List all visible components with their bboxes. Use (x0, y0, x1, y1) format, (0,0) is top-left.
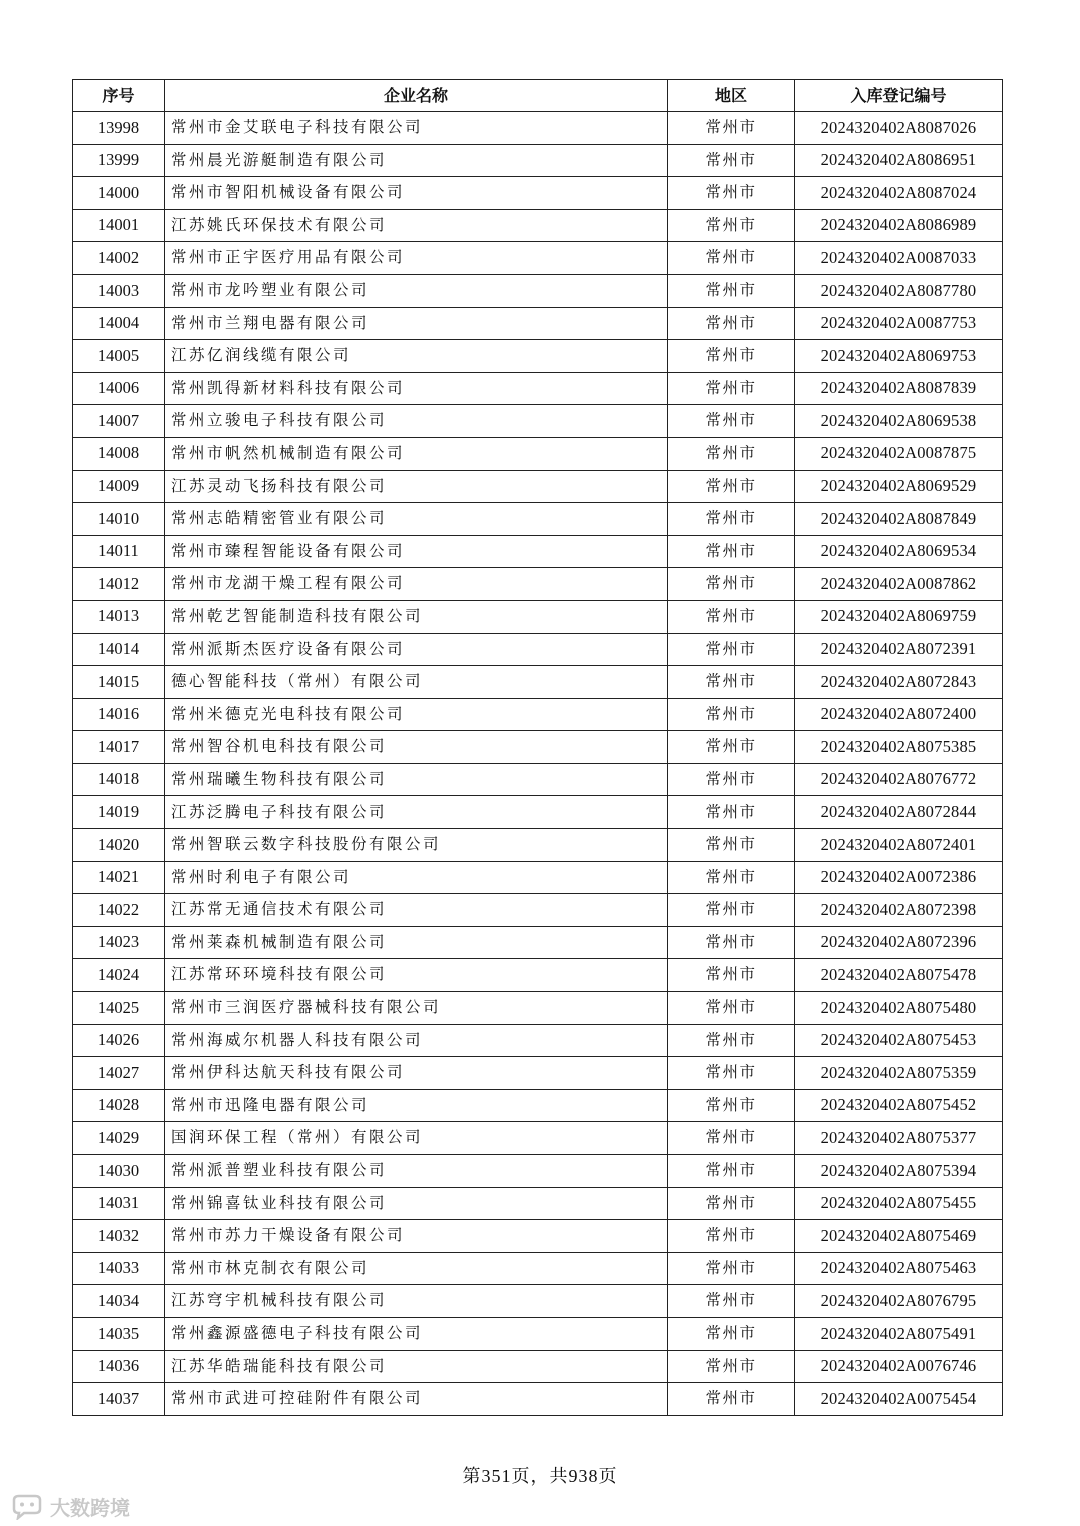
cell-index: 14023 (73, 926, 165, 959)
cell-region: 常州市 (668, 731, 795, 764)
table-row (73, 1187, 1003, 1220)
watermark (10, 1492, 130, 1521)
cell-index: 14016 (73, 698, 165, 731)
cell-registration-number: 2024320402A8072843 (795, 666, 1003, 699)
table-row (73, 177, 1003, 210)
cell-region: 常州市 (668, 470, 795, 503)
cell-index: 14025 (73, 992, 165, 1025)
cell-registration-number: 2024320402A0087033 (795, 242, 1003, 275)
cell-index: 14018 (73, 763, 165, 796)
cell-company-name: 常州时利电子有限公司 (165, 861, 668, 894)
cell-index: 13999 (73, 144, 165, 177)
cell-company-name: 常州市金艾联电子科技有限公司 (165, 112, 668, 145)
table-row (73, 861, 1003, 894)
cell-index: 14036 (73, 1350, 165, 1383)
cell-company-name: 常州海威尔机器人科技有限公司 (165, 1024, 668, 1057)
cell-index: 14014 (73, 633, 165, 666)
cell-region: 常州市 (668, 1220, 795, 1253)
cell-region: 常州市 (668, 763, 795, 796)
cell-company-name: 常州市正宇医疗用品有限公司 (165, 242, 668, 275)
cell-region: 常州市 (668, 1285, 795, 1318)
table-row (73, 1317, 1003, 1350)
table-row (73, 1252, 1003, 1285)
cell-region: 常州市 (668, 959, 795, 992)
cell-registration-number: 2024320402A0087875 (795, 437, 1003, 470)
table-row (73, 112, 1003, 145)
table-row (73, 1383, 1003, 1416)
cell-company-name: 常州智联云数字科技股份有限公司 (165, 829, 668, 862)
cell-registration-number: 2024320402A8086951 (795, 144, 1003, 177)
cell-registration-number: 2024320402A8076772 (795, 763, 1003, 796)
cell-region: 常州市 (668, 144, 795, 177)
watermark-text: 大数跨境 (50, 1496, 130, 1520)
cell-registration-number: 2024320402A8069759 (795, 600, 1003, 633)
cell-company-name: 常州乾艺智能制造科技有限公司 (165, 600, 668, 633)
cell-index: 14001 (73, 209, 165, 242)
cell-company-name: 常州莱森机械制造有限公司 (165, 926, 668, 959)
cell-company-name: 常州派普塑业科技有限公司 (165, 1155, 668, 1188)
cell-index: 14006 (73, 372, 165, 405)
cell-region: 常州市 (668, 274, 795, 307)
header-index: 序号 (73, 80, 165, 112)
cell-registration-number: 2024320402A8072398 (795, 894, 1003, 927)
cell-registration-number: 2024320402A8075394 (795, 1155, 1003, 1188)
cell-registration-number: 2024320402A0087862 (795, 568, 1003, 601)
cell-region: 常州市 (668, 1317, 795, 1350)
table-row (73, 274, 1003, 307)
table-row (73, 470, 1003, 503)
cell-company-name: 常州市武进可控硅附件有限公司 (165, 1383, 668, 1416)
cell-index: 14037 (73, 1383, 165, 1416)
table-row (73, 894, 1003, 927)
cell-company-name: 江苏泛腾电子科技有限公司 (165, 796, 668, 829)
cell-index: 14029 (73, 1122, 165, 1155)
cell-company-name: 常州志皓精密管业有限公司 (165, 503, 668, 536)
cell-registration-number: 2024320402A8072401 (795, 829, 1003, 862)
cell-registration-number: 2024320402A8087026 (795, 112, 1003, 145)
cell-registration-number: 2024320402A8087024 (795, 177, 1003, 210)
table-row (73, 242, 1003, 275)
cell-region: 常州市 (668, 1187, 795, 1220)
cell-company-name: 常州瑞曦生物科技有限公司 (165, 763, 668, 796)
cell-index: 14035 (73, 1317, 165, 1350)
cell-company-name: 常州市三润医疗器械科技有限公司 (165, 992, 668, 1025)
cell-registration-number: 2024320402A8072400 (795, 698, 1003, 731)
cell-registration-number: 2024320402A8075359 (795, 1057, 1003, 1090)
cell-region: 常州市 (668, 437, 795, 470)
table-row (73, 437, 1003, 470)
table-header (73, 80, 1003, 112)
table-row (73, 1057, 1003, 1090)
table-row (73, 926, 1003, 959)
cell-company-name: 常州市林克制衣有限公司 (165, 1252, 668, 1285)
cell-index: 14031 (73, 1187, 165, 1220)
cell-company-name: 江苏亿润线缆有限公司 (165, 340, 668, 373)
table-row (73, 796, 1003, 829)
cell-region: 常州市 (668, 1155, 795, 1188)
header-region: 地区 (668, 80, 795, 112)
cell-company-name: 江苏常无通信技术有限公司 (165, 894, 668, 927)
cell-company-name: 常州派斯杰医疗设备有限公司 (165, 633, 668, 666)
cell-registration-number: 2024320402A8087780 (795, 274, 1003, 307)
cell-index: 14003 (73, 274, 165, 307)
cell-company-name: 江苏穹宇机械科技有限公司 (165, 1285, 668, 1318)
cell-index: 14010 (73, 503, 165, 536)
cell-region: 常州市 (668, 568, 795, 601)
cell-index: 14004 (73, 307, 165, 340)
table-row (73, 144, 1003, 177)
cell-company-name: 常州锦喜钛业科技有限公司 (165, 1187, 668, 1220)
cell-region: 常州市 (668, 796, 795, 829)
cell-region: 常州市 (668, 992, 795, 1025)
page-footer (0, 1462, 1080, 1488)
cell-company-name: 江苏常环环境科技有限公司 (165, 959, 668, 992)
cell-registration-number: 2024320402A8072396 (795, 926, 1003, 959)
cell-region: 常州市 (668, 698, 795, 731)
cell-company-name: 常州立骏电子科技有限公司 (165, 405, 668, 438)
table-row (73, 372, 1003, 405)
cell-region: 常州市 (668, 1024, 795, 1057)
table-body (73, 112, 1003, 1416)
cell-index: 14007 (73, 405, 165, 438)
cell-registration-number: 2024320402A8086989 (795, 209, 1003, 242)
cell-region: 常州市 (668, 340, 795, 373)
cell-company-name: 常州市苏力干燥设备有限公司 (165, 1220, 668, 1253)
table-row (73, 307, 1003, 340)
table-row (73, 666, 1003, 699)
table-row (73, 959, 1003, 992)
cell-index: 13998 (73, 112, 165, 145)
cell-registration-number: 2024320402A8075491 (795, 1317, 1003, 1350)
footer-total-pages: 938 (568, 1466, 599, 1486)
cell-region: 常州市 (668, 372, 795, 405)
table-row (73, 1122, 1003, 1155)
cell-region: 常州市 (668, 1122, 795, 1155)
cell-registration-number: 2024320402A8075480 (795, 992, 1003, 1025)
cell-registration-number: 2024320402A8075469 (795, 1220, 1003, 1253)
cell-registration-number: 2024320402A8072391 (795, 633, 1003, 666)
table-row (73, 209, 1003, 242)
cell-index: 14011 (73, 535, 165, 568)
cell-index: 14027 (73, 1057, 165, 1090)
cell-company-name: 常州市迅隆电器有限公司 (165, 1089, 668, 1122)
cell-index: 14034 (73, 1285, 165, 1318)
cell-region: 常州市 (668, 1252, 795, 1285)
cell-company-name: 常州凯得新材料科技有限公司 (165, 372, 668, 405)
table-row (73, 731, 1003, 764)
cell-region: 常州市 (668, 1089, 795, 1122)
enterprise-table (72, 79, 1003, 1416)
footer-prefix: 第 (462, 1466, 482, 1487)
cell-index: 14033 (73, 1252, 165, 1285)
table-row (73, 1350, 1003, 1383)
cell-index: 14009 (73, 470, 165, 503)
cell-region: 常州市 (668, 926, 795, 959)
cell-index: 14021 (73, 861, 165, 894)
cell-region: 常州市 (668, 242, 795, 275)
cell-region: 常州市 (668, 209, 795, 242)
cell-registration-number: 2024320402A8075463 (795, 1252, 1003, 1285)
cell-region: 常州市 (668, 600, 795, 633)
cell-company-name: 常州晨光游艇制造有限公司 (165, 144, 668, 177)
header-registration-number: 入库登记编号 (795, 80, 1003, 112)
cell-company-name: 常州鑫源盛德电子科技有限公司 (165, 1317, 668, 1350)
table-row (73, 535, 1003, 568)
cell-company-name: 常州市臻程智能设备有限公司 (165, 535, 668, 568)
cell-region: 常州市 (668, 861, 795, 894)
cell-registration-number: 2024320402A8069534 (795, 535, 1003, 568)
cell-region: 常州市 (668, 535, 795, 568)
table-row (73, 633, 1003, 666)
table-row (73, 340, 1003, 373)
table-row (73, 1089, 1003, 1122)
cell-registration-number: 2024320402A8075377 (795, 1122, 1003, 1155)
cell-region: 常州市 (668, 307, 795, 340)
table-row (73, 568, 1003, 601)
cell-company-name: 常州市龙吟塑业有限公司 (165, 274, 668, 307)
cell-index: 14008 (73, 437, 165, 470)
cell-region: 常州市 (668, 405, 795, 438)
cell-region: 常州市 (668, 894, 795, 927)
cell-company-name: 江苏姚氏环保技术有限公司 (165, 209, 668, 242)
cell-index: 14000 (73, 177, 165, 210)
cell-company-name: 常州市智阳机械设备有限公司 (165, 177, 668, 210)
cell-index: 14019 (73, 796, 165, 829)
cell-company-name: 德心智能科技（常州）有限公司 (165, 666, 668, 699)
cell-registration-number: 2024320402A8076795 (795, 1285, 1003, 1318)
cell-region: 常州市 (668, 666, 795, 699)
cell-index: 14022 (73, 894, 165, 927)
table-row (73, 503, 1003, 536)
table-row (73, 1024, 1003, 1057)
cell-index: 14017 (73, 731, 165, 764)
cell-region: 常州市 (668, 1057, 795, 1090)
cell-registration-number: 2024320402A8069753 (795, 340, 1003, 373)
cell-registration-number: 2024320402A8075478 (795, 959, 1003, 992)
table-row (73, 829, 1003, 862)
cell-company-name: 常州米德克光电科技有限公司 (165, 698, 668, 731)
footer-middle: 页，共 (511, 1466, 569, 1487)
cell-index: 14028 (73, 1089, 165, 1122)
table-row (73, 1285, 1003, 1318)
chat-bubble-icon (10, 1494, 44, 1520)
cell-index: 14026 (73, 1024, 165, 1057)
footer-page-number: 351 (481, 1466, 512, 1486)
cell-company-name: 江苏灵动飞扬科技有限公司 (165, 470, 668, 503)
cell-company-name: 江苏华皓瑞能科技有限公司 (165, 1350, 668, 1383)
cell-index: 14024 (73, 959, 165, 992)
cell-region: 常州市 (668, 112, 795, 145)
footer-suffix: 页 (598, 1466, 618, 1487)
cell-index: 14030 (73, 1155, 165, 1188)
cell-registration-number: 2024320402A8075452 (795, 1089, 1003, 1122)
cell-index: 14002 (73, 242, 165, 275)
header-row (73, 80, 1003, 112)
cell-index: 14013 (73, 600, 165, 633)
cell-registration-number: 2024320402A0075454 (795, 1383, 1003, 1416)
cell-company-name: 常州伊科达航天科技有限公司 (165, 1057, 668, 1090)
cell-registration-number: 2024320402A8075453 (795, 1024, 1003, 1057)
cell-index: 14012 (73, 568, 165, 601)
cell-region: 常州市 (668, 503, 795, 536)
cell-region: 常州市 (668, 829, 795, 862)
cell-index: 14005 (73, 340, 165, 373)
header-company-name: 企业名称 (165, 80, 668, 112)
cell-registration-number: 2024320402A0072386 (795, 861, 1003, 894)
cell-region: 常州市 (668, 177, 795, 210)
cell-company-name: 国润环保工程（常州）有限公司 (165, 1122, 668, 1155)
table-row (73, 1220, 1003, 1253)
cell-company-name: 常州市龙湖干燥工程有限公司 (165, 568, 668, 601)
cell-index: 14020 (73, 829, 165, 862)
cell-registration-number: 2024320402A8069538 (795, 405, 1003, 438)
cell-registration-number: 2024320402A0076746 (795, 1350, 1003, 1383)
table-row (73, 698, 1003, 731)
cell-company-name: 常州智谷机电科技有限公司 (165, 731, 668, 764)
table-row (73, 600, 1003, 633)
table-row (73, 1155, 1003, 1188)
cell-registration-number: 2024320402A0087753 (795, 307, 1003, 340)
cell-index: 14032 (73, 1220, 165, 1253)
table-row (73, 405, 1003, 438)
cell-region: 常州市 (668, 1350, 795, 1383)
cell-region: 常州市 (668, 1383, 795, 1416)
table-row (73, 763, 1003, 796)
cell-registration-number: 2024320402A8087839 (795, 372, 1003, 405)
cell-registration-number: 2024320402A8075455 (795, 1187, 1003, 1220)
cell-company-name: 常州市帆然机械制造有限公司 (165, 437, 668, 470)
cell-region: 常州市 (668, 633, 795, 666)
cell-registration-number: 2024320402A8072844 (795, 796, 1003, 829)
cell-company-name: 常州市兰翔电器有限公司 (165, 307, 668, 340)
cell-registration-number: 2024320402A8087849 (795, 503, 1003, 536)
cell-registration-number: 2024320402A8075385 (795, 731, 1003, 764)
cell-index: 14015 (73, 666, 165, 699)
table-row (73, 992, 1003, 1025)
cell-registration-number: 2024320402A8069529 (795, 470, 1003, 503)
